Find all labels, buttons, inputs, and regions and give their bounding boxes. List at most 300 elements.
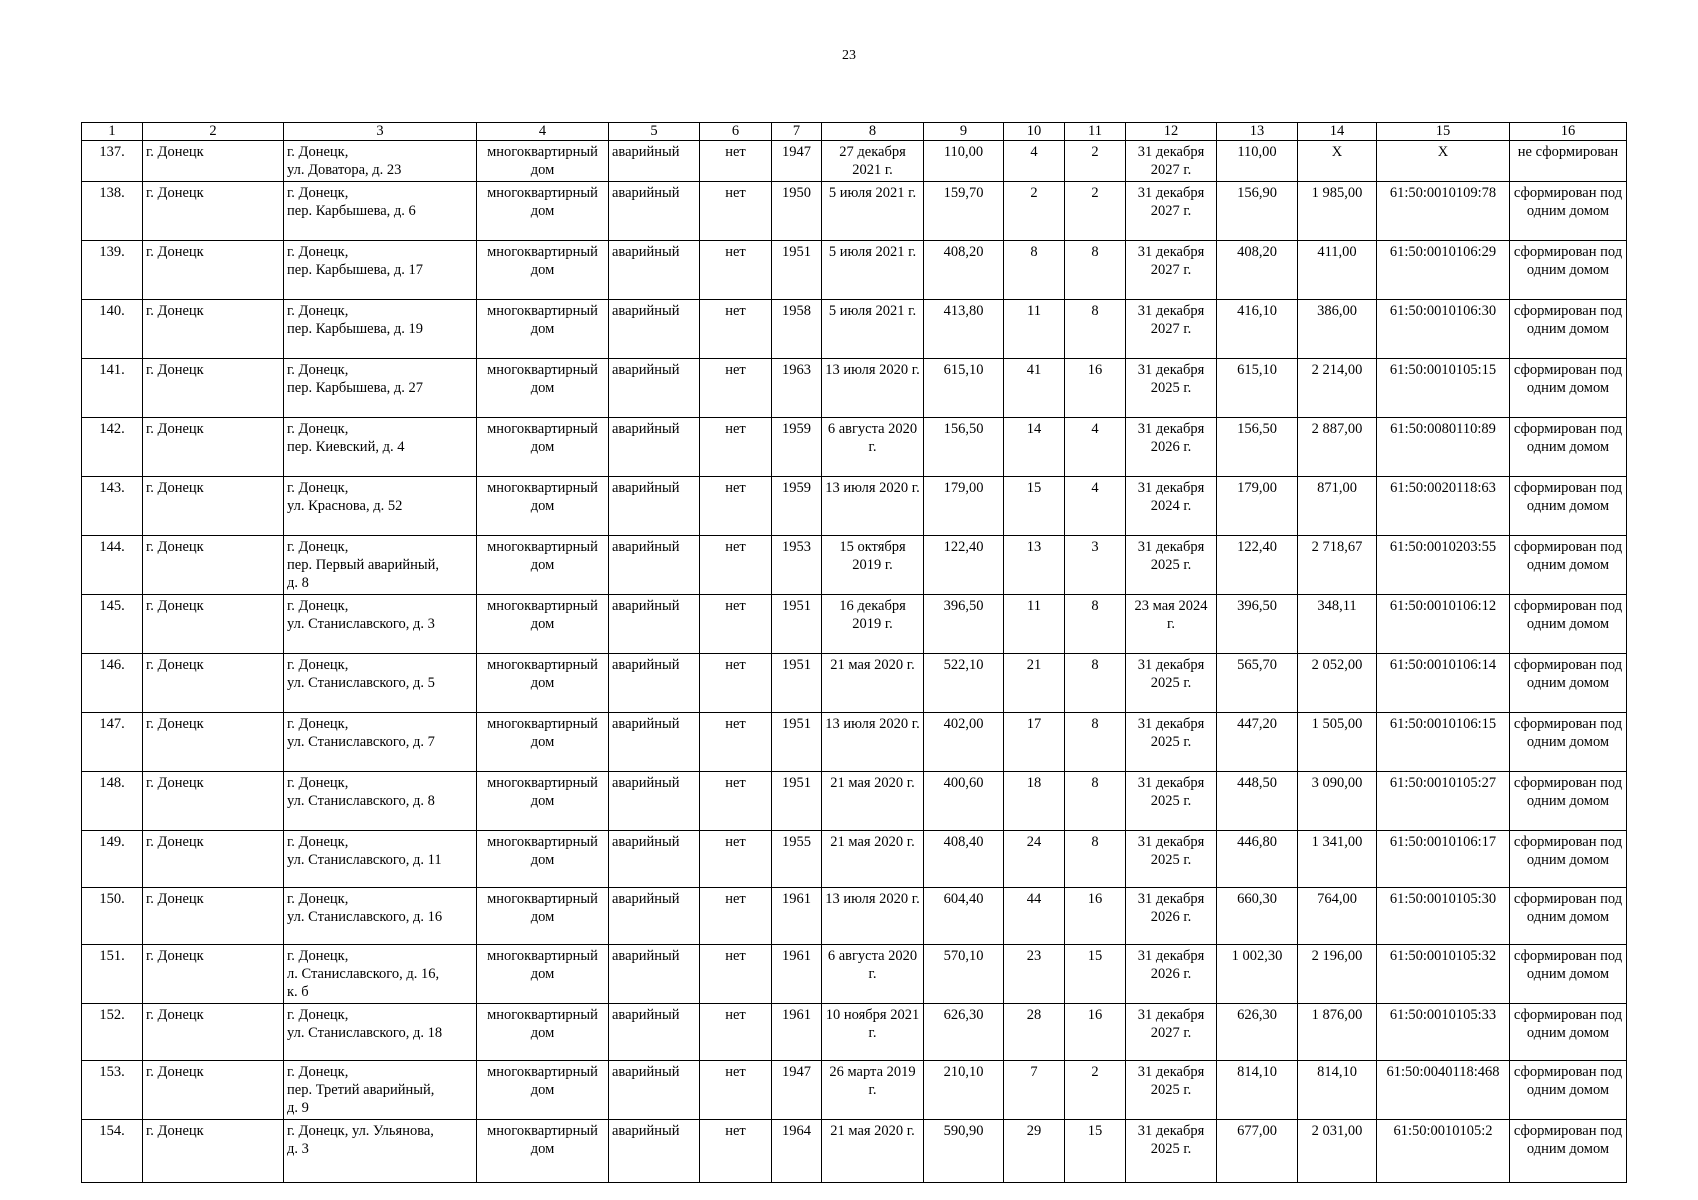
resettlement-deadline-cell: 31 декабря 2027 г. (1126, 300, 1217, 359)
land-area-cell: 814,10 (1298, 1061, 1377, 1120)
resettlement-deadline-cell: 31 декабря 2026 г. (1126, 888, 1217, 945)
column-header: 1 (82, 123, 143, 141)
table-row (82, 182, 1627, 241)
area-cell: 400,60 (924, 772, 1004, 831)
total-area-cell: 565,70 (1217, 654, 1298, 713)
city-cell: г. Донецк (143, 945, 284, 1004)
recognition-date-cell: 13 июля 2020 г. (822, 359, 924, 418)
address-cell: г. Донецк, пер. Карбышева, д. 19 (284, 300, 477, 359)
apartments-cell: 8 (1065, 772, 1126, 831)
city-cell: г. Донецк (143, 831, 284, 888)
condition-cell: аварийный (609, 182, 700, 241)
year-built-cell: 1955 (772, 831, 822, 888)
column-header: 13 (1217, 123, 1298, 141)
area-cell: 626,30 (924, 1004, 1004, 1061)
area-cell: 110,00 (924, 141, 1004, 182)
land-area-cell: 2 031,00 (1298, 1120, 1377, 1183)
address-cell: г. Донецк, пер. Первый аварийный, д. 8 (284, 536, 477, 595)
recognition-date-cell: 21 мая 2020 г. (822, 1120, 924, 1183)
address-cell: г. Донецк, ул. Ульянова, д. 3 (284, 1120, 477, 1183)
cadastral-number-cell: 61:50:0080110:89 (1377, 418, 1510, 477)
flag-cell: нет (700, 141, 772, 182)
resettlement-deadline-cell: 31 декабря 2027 г. (1126, 182, 1217, 241)
page-number: 23 (842, 48, 856, 63)
land-status-cell: сформирован под одним домом (1510, 241, 1627, 300)
apartments-cell: 3 (1065, 536, 1126, 595)
land-status-cell: сформирован под одним домом (1510, 1004, 1627, 1061)
year-built-cell: 1951 (772, 241, 822, 300)
table-row (82, 359, 1627, 418)
land-area-cell: 386,00 (1298, 300, 1377, 359)
row-number-cell: 140. (82, 300, 143, 359)
total-area-cell: 615,10 (1217, 359, 1298, 418)
residents-cell: 14 (1004, 418, 1065, 477)
row-number-cell: 149. (82, 831, 143, 888)
table-row (82, 477, 1627, 536)
land-area-cell: 1 505,00 (1298, 713, 1377, 772)
resettlement-deadline-cell: 31 декабря 2025 г. (1126, 772, 1217, 831)
resettlement-deadline-cell: 31 декабря 2025 г. (1126, 831, 1217, 888)
row-number-cell: 151. (82, 945, 143, 1004)
year-built-cell: 1951 (772, 713, 822, 772)
land-area-cell: 1 985,00 (1298, 182, 1377, 241)
residents-cell: 28 (1004, 1004, 1065, 1061)
cadastral-number-cell: 61:50:0010106:30 (1377, 300, 1510, 359)
table-row (82, 1061, 1627, 1120)
recognition-date-cell: 21 мая 2020 г. (822, 772, 924, 831)
row-number-cell: 142. (82, 418, 143, 477)
year-built-cell: 1953 (772, 536, 822, 595)
cadastral-number-cell: 61:50:0010105:33 (1377, 1004, 1510, 1061)
year-built-cell: 1961 (772, 945, 822, 1004)
total-area-cell: 416,10 (1217, 300, 1298, 359)
land-status-cell: сформирован под одним домом (1510, 595, 1627, 654)
row-number-cell: 138. (82, 182, 143, 241)
cadastral-number-cell: 61:50:0010105:27 (1377, 772, 1510, 831)
flag-cell: нет (700, 359, 772, 418)
address-cell: г. Донецк, л. Станиславского, д. 16, к. б (284, 945, 477, 1004)
land-area-cell: 871,00 (1298, 477, 1377, 536)
area-cell: 522,10 (924, 654, 1004, 713)
year-built-cell: 1963 (772, 359, 822, 418)
flag-cell: нет (700, 772, 772, 831)
total-area-cell: 1 002,30 (1217, 945, 1298, 1004)
table-row (82, 888, 1627, 945)
condition-cell: аварийный (609, 300, 700, 359)
area-cell: 570,10 (924, 945, 1004, 1004)
address-cell: г. Донецк, ул. Станиславского, д. 7 (284, 713, 477, 772)
city-cell: г. Донецк (143, 241, 284, 300)
recognition-date-cell: 5 июля 2021 г. (822, 300, 924, 359)
table-row (82, 418, 1627, 477)
apartments-cell: 8 (1065, 713, 1126, 772)
land-area-cell: 348,11 (1298, 595, 1377, 654)
building-type-cell: многоквартирный дом (477, 654, 609, 713)
recognition-date-cell: 16 декабря 2019 г. (822, 595, 924, 654)
address-cell: г. Донецк, ул. Станиславского, д. 16 (284, 888, 477, 945)
column-header: 6 (700, 123, 772, 141)
residents-cell: 13 (1004, 536, 1065, 595)
address-cell: г. Донецк, пер. Карбышева, д. 27 (284, 359, 477, 418)
city-cell: г. Донецк (143, 300, 284, 359)
resettlement-deadline-cell: 31 декабря 2025 г. (1126, 654, 1217, 713)
apartments-cell: 2 (1065, 141, 1126, 182)
row-number-cell: 146. (82, 654, 143, 713)
building-type-cell: многоквартирный дом (477, 477, 609, 536)
area-cell: 604,40 (924, 888, 1004, 945)
condition-cell: аварийный (609, 831, 700, 888)
city-cell: г. Донецк (143, 772, 284, 831)
land-status-cell: сформирован под одним домом (1510, 300, 1627, 359)
residents-cell: 44 (1004, 888, 1065, 945)
residents-cell: 4 (1004, 141, 1065, 182)
recognition-date-cell: 5 июля 2021 г. (822, 182, 924, 241)
recognition-date-cell: 15 октября 2019 г. (822, 536, 924, 595)
total-area-cell: 156,90 (1217, 182, 1298, 241)
year-built-cell: 1951 (772, 772, 822, 831)
apartments-cell: 4 (1065, 418, 1126, 477)
building-type-cell: многоквартирный дом (477, 1061, 609, 1120)
address-cell: г. Донецк, пер. Карбышева, д. 6 (284, 182, 477, 241)
residents-cell: 29 (1004, 1120, 1065, 1183)
cadastral-number-cell: 61:50:0040118:468 (1377, 1061, 1510, 1120)
city-cell: г. Донецк (143, 359, 284, 418)
resettlement-deadline-cell: 31 декабря 2025 г. (1126, 359, 1217, 418)
year-built-cell: 1964 (772, 1120, 822, 1183)
year-built-cell: 1951 (772, 595, 822, 654)
city-cell: г. Донецк (143, 477, 284, 536)
row-number-cell: 139. (82, 241, 143, 300)
residents-cell: 11 (1004, 595, 1065, 654)
city-cell: г. Донецк (143, 1120, 284, 1183)
column-header: 9 (924, 123, 1004, 141)
apartments-cell: 8 (1065, 300, 1126, 359)
row-number-cell: 153. (82, 1061, 143, 1120)
resettlement-deadline-cell: 31 декабря 2025 г. (1126, 1120, 1217, 1183)
flag-cell: нет (700, 888, 772, 945)
condition-cell: аварийный (609, 536, 700, 595)
resettlement-deadline-cell: 31 декабря 2024 г. (1126, 477, 1217, 536)
condition-cell: аварийный (609, 945, 700, 1004)
table-row (82, 536, 1627, 595)
total-area-cell: 814,10 (1217, 1061, 1298, 1120)
building-type-cell: многоквартирный дом (477, 713, 609, 772)
recognition-date-cell: 10 ноября 2021 г. (822, 1004, 924, 1061)
resettlement-deadline-cell: 31 декабря 2025 г. (1126, 713, 1217, 772)
condition-cell: аварийный (609, 477, 700, 536)
land-status-cell: сформирован под одним домом (1510, 477, 1627, 536)
table-row (82, 831, 1627, 888)
city-cell: г. Донецк (143, 1004, 284, 1061)
year-built-cell: 1947 (772, 1061, 822, 1120)
row-number-cell: 137. (82, 141, 143, 182)
table-row (82, 300, 1627, 359)
land-area-cell: 2 196,00 (1298, 945, 1377, 1004)
address-cell: г. Донецк, ул. Краснова, д. 52 (284, 477, 477, 536)
building-type-cell: многоквартирный дом (477, 241, 609, 300)
area-cell: 156,50 (924, 418, 1004, 477)
land-status-cell: сформирован под одним домом (1510, 536, 1627, 595)
flag-cell: нет (700, 418, 772, 477)
building-type-cell: многоквартирный дом (477, 418, 609, 477)
residents-cell: 17 (1004, 713, 1065, 772)
year-built-cell: 1958 (772, 300, 822, 359)
land-area-cell: 764,00 (1298, 888, 1377, 945)
recognition-date-cell: 5 июля 2021 г. (822, 241, 924, 300)
residents-cell: 15 (1004, 477, 1065, 536)
total-area-cell: 110,00 (1217, 141, 1298, 182)
land-status-cell: сформирован под одним домом (1510, 772, 1627, 831)
recognition-date-cell: 13 июля 2020 г. (822, 888, 924, 945)
land-status-cell: сформирован под одним домом (1510, 945, 1627, 1004)
cadastral-number-cell: 61:50:0010203:55 (1377, 536, 1510, 595)
address-cell: г. Донецк, пер. Киевский, д. 4 (284, 418, 477, 477)
apartments-cell: 16 (1065, 359, 1126, 418)
cadastral-number-cell: 61:50:0010106:12 (1377, 595, 1510, 654)
row-number-cell: 152. (82, 1004, 143, 1061)
flag-cell: нет (700, 1004, 772, 1061)
residents-cell: 7 (1004, 1061, 1065, 1120)
area-cell: 396,50 (924, 595, 1004, 654)
condition-cell: аварийный (609, 654, 700, 713)
condition-cell: аварийный (609, 888, 700, 945)
apartments-cell: 2 (1065, 1061, 1126, 1120)
column-header: 2 (143, 123, 284, 141)
apartments-cell: 8 (1065, 654, 1126, 713)
resettlement-deadline-cell: 31 декабря 2025 г. (1126, 536, 1217, 595)
column-header: 12 (1126, 123, 1217, 141)
recognition-date-cell: 26 марта 2019 г. (822, 1061, 924, 1120)
land-area-cell: 2 214,00 (1298, 359, 1377, 418)
area-cell: 615,10 (924, 359, 1004, 418)
condition-cell: аварийный (609, 1004, 700, 1061)
column-header: 11 (1065, 123, 1126, 141)
flag-cell: нет (700, 831, 772, 888)
total-area-cell: 408,20 (1217, 241, 1298, 300)
recognition-date-cell: 21 мая 2020 г. (822, 831, 924, 888)
column-header: 15 (1377, 123, 1510, 141)
city-cell: г. Донецк (143, 888, 284, 945)
address-cell: г. Донецк, ул. Станиславского, д. 11 (284, 831, 477, 888)
land-status-cell: сформирован под одним домом (1510, 359, 1627, 418)
condition-cell: аварийный (609, 359, 700, 418)
table-row (82, 595, 1627, 654)
city-cell: г. Донецк (143, 182, 284, 241)
row-number-cell: 144. (82, 536, 143, 595)
year-built-cell: 1951 (772, 654, 822, 713)
cadastral-number-cell: 61:50:0010105:30 (1377, 888, 1510, 945)
column-header: 4 (477, 123, 609, 141)
total-area-cell: 179,00 (1217, 477, 1298, 536)
row-number-cell: 148. (82, 772, 143, 831)
apartments-cell: 8 (1065, 241, 1126, 300)
apartments-cell: 16 (1065, 1004, 1126, 1061)
year-built-cell: 1961 (772, 888, 822, 945)
condition-cell: аварийный (609, 241, 700, 300)
area-cell: 590,90 (924, 1120, 1004, 1183)
residents-cell: 21 (1004, 654, 1065, 713)
apartments-cell: 2 (1065, 182, 1126, 241)
building-type-cell: многоквартирный дом (477, 359, 609, 418)
land-area-cell: 411,00 (1298, 241, 1377, 300)
condition-cell: аварийный (609, 1061, 700, 1120)
address-cell: г. Донецк, пер. Третий аварийный, д. 9 (284, 1061, 477, 1120)
residents-cell: 11 (1004, 300, 1065, 359)
city-cell: г. Донецк (143, 141, 284, 182)
land-area-cell: 1 341,00 (1298, 831, 1377, 888)
row-number-cell: 145. (82, 595, 143, 654)
building-type-cell: многоквартирный дом (477, 595, 609, 654)
city-cell: г. Донецк (143, 713, 284, 772)
row-number-cell: 150. (82, 888, 143, 945)
apartments-cell: 15 (1065, 1120, 1126, 1183)
residents-cell: 8 (1004, 241, 1065, 300)
resettlement-deadline-cell: 31 декабря 2027 г. (1126, 141, 1217, 182)
column-header: 16 (1510, 123, 1627, 141)
residents-cell: 24 (1004, 831, 1065, 888)
condition-cell: аварийный (609, 595, 700, 654)
building-type-cell: многоквартирный дом (477, 772, 609, 831)
recognition-date-cell: 6 августа 2020 г. (822, 945, 924, 1004)
address-cell: г. Донецк, ул. Доватора, д. 23 (284, 141, 477, 182)
building-type-cell: многоквартирный дом (477, 1004, 609, 1061)
flag-cell: нет (700, 182, 772, 241)
apartments-cell: 4 (1065, 477, 1126, 536)
column-header: 5 (609, 123, 700, 141)
flag-cell: нет (700, 654, 772, 713)
total-area-cell: 660,30 (1217, 888, 1298, 945)
land-area-cell: 2 887,00 (1298, 418, 1377, 477)
land-status-cell: сформирован под одним домом (1510, 182, 1627, 241)
table-row (82, 1120, 1627, 1183)
total-area-cell: 677,00 (1217, 1120, 1298, 1183)
apartments-cell: 15 (1065, 945, 1126, 1004)
land-status-cell: сформирован под одним домом (1510, 418, 1627, 477)
land-area-cell: 3 090,00 (1298, 772, 1377, 831)
land-status-cell: сформирован под одним домом (1510, 1120, 1627, 1183)
condition-cell: аварийный (609, 713, 700, 772)
row-number-cell: 147. (82, 713, 143, 772)
cadastral-number-cell: 61:50:0010105:32 (1377, 945, 1510, 1004)
area-cell: 179,00 (924, 477, 1004, 536)
year-built-cell: 1961 (772, 1004, 822, 1061)
area-cell: 402,00 (924, 713, 1004, 772)
building-type-cell: многоквартирный дом (477, 300, 609, 359)
city-cell: г. Донецк (143, 1061, 284, 1120)
flag-cell: нет (700, 477, 772, 536)
cadastral-number-cell: 61:50:0010106:29 (1377, 241, 1510, 300)
resettlement-deadline-cell: 31 декабря 2026 г. (1126, 418, 1217, 477)
building-type-cell: многоквартирный дом (477, 945, 609, 1004)
cadastral-number-cell: 61:50:0010105:15 (1377, 359, 1510, 418)
flag-cell: нет (700, 595, 772, 654)
resettlement-deadline-cell: 31 декабря 2027 г. (1126, 241, 1217, 300)
building-type-cell: многоквартирный дом (477, 888, 609, 945)
cadastral-number-cell: 61:50:0010106:14 (1377, 654, 1510, 713)
land-status-cell: сформирован под одним домом (1510, 831, 1627, 888)
cadastral-number-cell: 61:50:0010106:17 (1377, 831, 1510, 888)
cadastral-number-cell: 61:50:0010106:15 (1377, 713, 1510, 772)
residents-cell: 2 (1004, 182, 1065, 241)
apartments-cell: 8 (1065, 595, 1126, 654)
land-status-cell: сформирован под одним домом (1510, 654, 1627, 713)
land-status-cell: сформирован под одним домом (1510, 1061, 1627, 1120)
city-cell: г. Донецк (143, 418, 284, 477)
address-cell: г. Донецк, пер. Карбышева, д. 17 (284, 241, 477, 300)
flag-cell: нет (700, 945, 772, 1004)
table-row (82, 1004, 1627, 1061)
land-status-cell: не сформирован (1510, 141, 1627, 182)
resettlement-deadline-cell: 23 мая 2024 г. (1126, 595, 1217, 654)
recognition-date-cell: 6 августа 2020 г. (822, 418, 924, 477)
residents-cell: 41 (1004, 359, 1065, 418)
address-cell: г. Донецк, ул. Станиславского, д. 5 (284, 654, 477, 713)
column-header: 14 (1298, 123, 1377, 141)
address-cell: г. Донецк, ул. Станиславского, д. 8 (284, 772, 477, 831)
flag-cell: нет (700, 1120, 772, 1183)
row-number-cell: 154. (82, 1120, 143, 1183)
address-cell: г. Донецк, ул. Станиславского, д. 3 (284, 595, 477, 654)
total-area-cell: 446,80 (1217, 831, 1298, 888)
apartments-cell: 8 (1065, 831, 1126, 888)
table-row (82, 772, 1627, 831)
building-type-cell: многоквартирный дом (477, 182, 609, 241)
row-number-cell: 143. (82, 477, 143, 536)
housing-registry-table (81, 122, 1627, 1183)
land-area-cell: 2 718,67 (1298, 536, 1377, 595)
area-cell: 408,40 (924, 831, 1004, 888)
column-header: 8 (822, 123, 924, 141)
recognition-date-cell: 21 мая 2020 г. (822, 654, 924, 713)
resettlement-deadline-cell: 31 декабря 2027 г. (1126, 1004, 1217, 1061)
cadastral-number-cell: 61:50:0010105:2 (1377, 1120, 1510, 1183)
land-area-cell: 2 052,00 (1298, 654, 1377, 713)
total-area-cell: 626,30 (1217, 1004, 1298, 1061)
column-number-row (82, 123, 1627, 141)
apartments-cell: 16 (1065, 888, 1126, 945)
total-area-cell: 448,50 (1217, 772, 1298, 831)
flag-cell: нет (700, 300, 772, 359)
resettlement-deadline-cell: 31 декабря 2025 г. (1126, 1061, 1217, 1120)
address-cell: г. Донецк, ул. Станиславского, д. 18 (284, 1004, 477, 1061)
flag-cell: нет (700, 536, 772, 595)
building-type-cell: многоквартирный дом (477, 536, 609, 595)
condition-cell: аварийный (609, 772, 700, 831)
recognition-date-cell: 13 июля 2020 г. (822, 477, 924, 536)
row-number-cell: 141. (82, 359, 143, 418)
table-row (82, 241, 1627, 300)
land-status-cell: сформирован под одним домом (1510, 888, 1627, 945)
area-cell: 210,10 (924, 1061, 1004, 1120)
total-area-cell: 447,20 (1217, 713, 1298, 772)
table-row (82, 945, 1627, 1004)
table-row (82, 713, 1627, 772)
year-built-cell: 1959 (772, 418, 822, 477)
area-cell: 413,80 (924, 300, 1004, 359)
area-cell: 159,70 (924, 182, 1004, 241)
condition-cell: аварийный (609, 1120, 700, 1183)
flag-cell: нет (700, 241, 772, 300)
total-area-cell: 122,40 (1217, 536, 1298, 595)
resettlement-deadline-cell: 31 декабря 2026 г. (1126, 945, 1217, 1004)
year-built-cell: 1959 (772, 477, 822, 536)
land-area-cell: X (1298, 141, 1377, 182)
flag-cell: нет (700, 713, 772, 772)
recognition-date-cell: 27 декабря 2021 г. (822, 141, 924, 182)
cadastral-number-cell: 61:50:0020118:63 (1377, 477, 1510, 536)
residents-cell: 18 (1004, 772, 1065, 831)
land-area-cell: 1 876,00 (1298, 1004, 1377, 1061)
